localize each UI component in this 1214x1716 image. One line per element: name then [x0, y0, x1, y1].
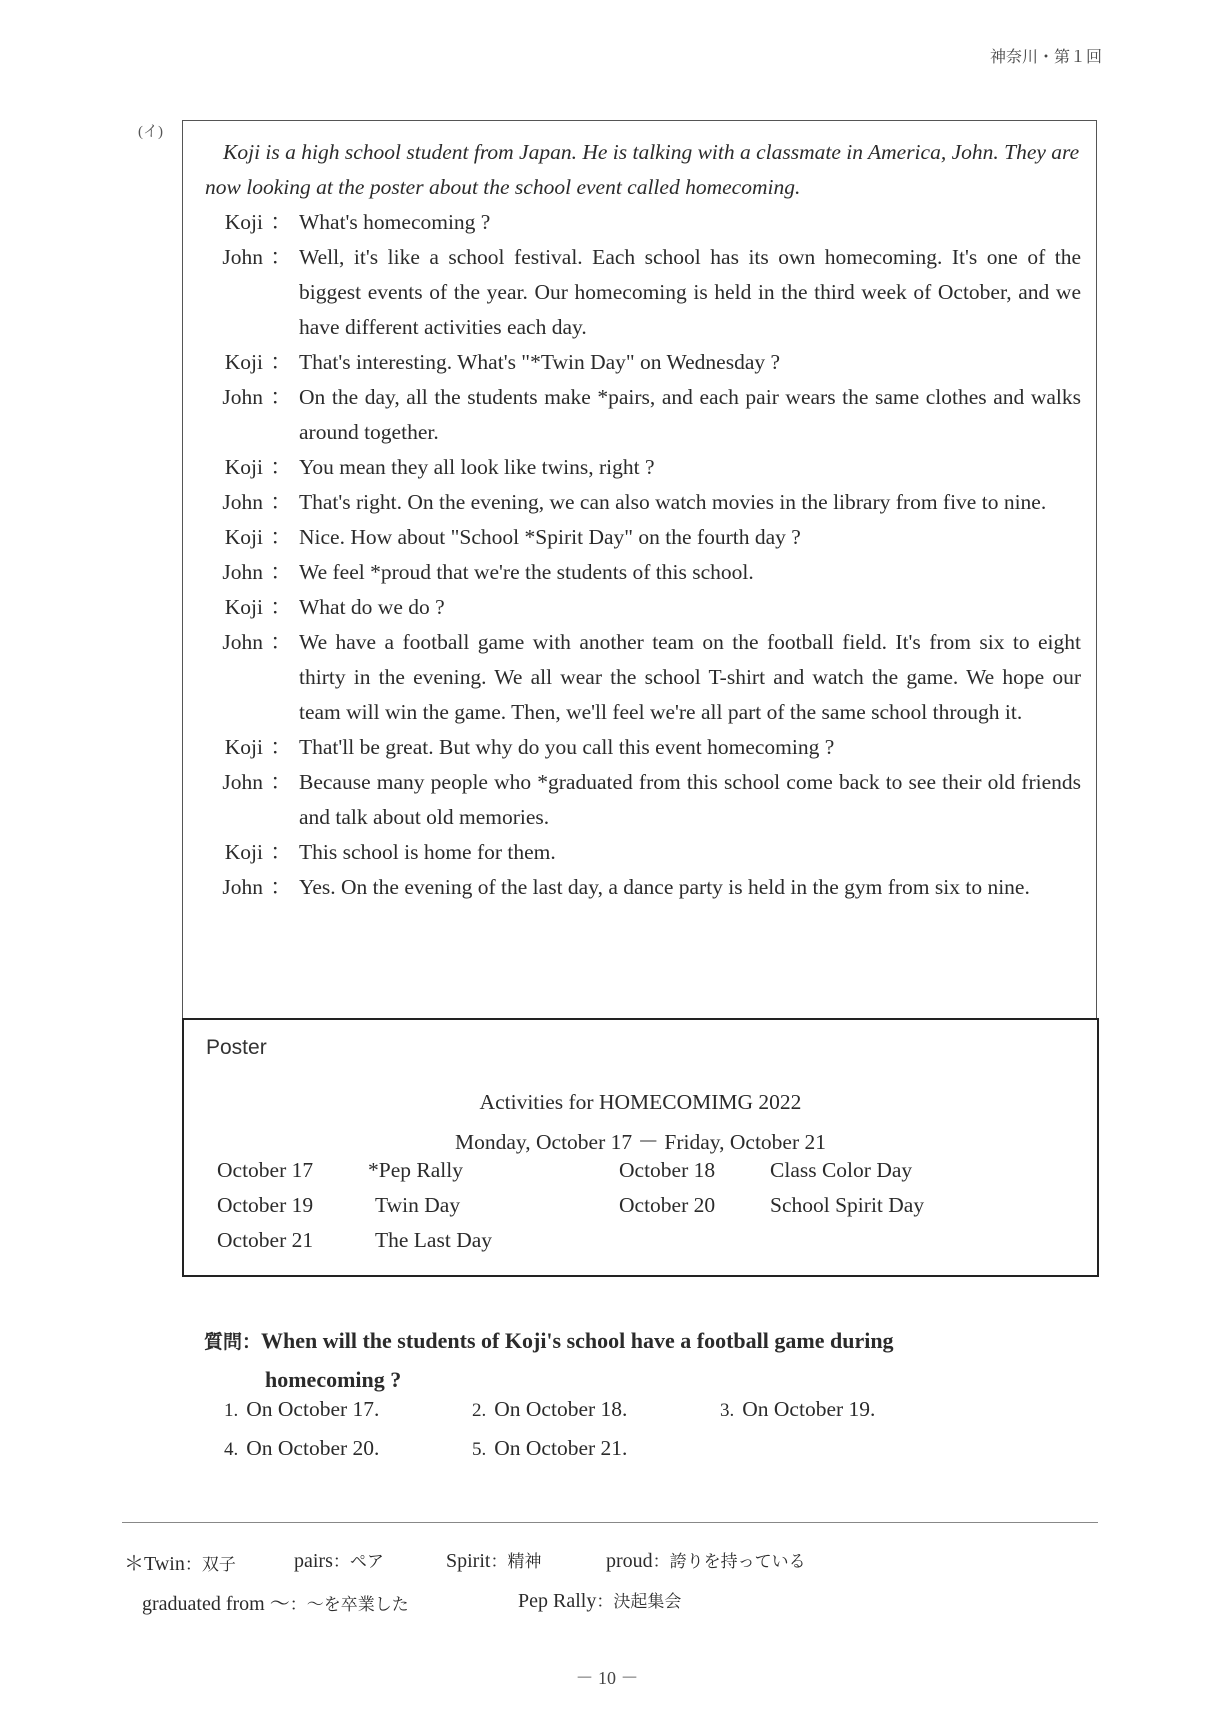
poster-title: Activities for HOMECOMIMG 2022	[479, 1090, 802, 1114]
speaker-colon: ：	[270, 840, 292, 864]
poster-box	[182, 1018, 1099, 1277]
glossary-separator: ：	[332, 1552, 350, 1572]
item-marker: (イ)	[138, 124, 163, 140]
speaker-name: Koji	[224, 525, 263, 549]
speaker-name: Koji	[224, 210, 263, 234]
schedule-event: *Pep Rally	[368, 1158, 463, 1182]
speaker-colon: ：	[270, 525, 292, 549]
speaker-colon: ：	[270, 630, 292, 654]
dialogue-lines	[183, 205, 1098, 905]
speaker-name: John	[222, 385, 263, 409]
glossary-separator: ：	[490, 1552, 508, 1572]
dialogue-line	[183, 240, 1098, 345]
option-number: 4.	[224, 1439, 239, 1460]
dialogue-line	[183, 870, 1098, 905]
glossary-term: Spirit	[446, 1550, 491, 1572]
answer-option[interactable]	[472, 1397, 627, 1422]
dialogue-text: That's interesting. What's "*Twin Day" on Wednesday ?	[299, 350, 781, 374]
dialogue-line	[183, 205, 1098, 240]
glossary-meaning: 双子	[201, 1555, 236, 1575]
option-text: On October 19.	[742, 1397, 876, 1421]
dialogue-line	[183, 765, 1098, 835]
schedule-date: October 17	[217, 1158, 314, 1182]
schedule-event: Twin Day	[375, 1193, 461, 1217]
answer-option[interactable]	[224, 1436, 379, 1461]
speaker-colon: ：	[270, 455, 292, 479]
dialogue-line	[183, 555, 1098, 590]
speaker-name: John	[222, 560, 263, 584]
dialogue-text: We have a football game with another team on the football field. It's from six to eight thirty in the evening. We all wear the school T-shirt and watch the game. We hope our team will win the game. Then, we'll feel we're all part of the same school through it.	[299, 630, 1081, 724]
speaker-name: Koji	[224, 350, 263, 374]
dialogue-text: This school is home for them.	[299, 840, 556, 864]
poster-dates: Monday, October 17 － Friday, October 21	[455, 1130, 826, 1154]
glossary-separator: ：	[652, 1552, 670, 1572]
glossary-term: pairs	[294, 1550, 333, 1572]
dialogue-line	[183, 590, 1098, 625]
glossary-item	[606, 1547, 806, 1573]
option-number: 1.	[224, 1400, 239, 1421]
schedule-event: Class Color Day	[770, 1158, 913, 1182]
glossary-item	[142, 1587, 409, 1616]
speaker-name: John	[222, 630, 263, 654]
page-number: － 10 －	[575, 1668, 639, 1688]
glossary-item	[124, 1547, 236, 1576]
schedule-date: October 19	[217, 1193, 314, 1217]
glossary-meaning: ペア	[349, 1552, 384, 1572]
speaker-colon: ：	[270, 875, 292, 899]
glossary-meaning: 決起集会	[613, 1592, 682, 1612]
intro-text: Koji is a high school student from Japan. He is talking with a classmate in America, John. They are now looking at the poster about the school event called homecoming.	[205, 140, 1080, 199]
option-number: 5.	[472, 1439, 487, 1460]
speaker-colon: ：	[270, 560, 292, 584]
footnote-divider	[122, 1522, 1098, 1523]
speaker-colon: ：	[270, 245, 292, 269]
dialogue-text: You mean they all look like twins, right ?	[299, 455, 655, 479]
option-text: On October 18.	[494, 1397, 628, 1421]
option-text: On October 21.	[494, 1436, 628, 1460]
speaker-name: Koji	[224, 735, 263, 759]
option-text: On October 17.	[246, 1397, 380, 1421]
speaker-colon: ：	[270, 735, 292, 759]
question	[204, 1322, 1064, 1398]
glossary-separator: ：	[289, 1595, 307, 1615]
schedule-date: October 20	[619, 1193, 716, 1217]
dialogue-text: Nice. How about "School *Spirit Day" on the fourth day ?	[299, 525, 801, 549]
dialogue-text: What do we do ?	[299, 595, 445, 619]
dialogue-line	[183, 835, 1098, 870]
schedule-event: The Last Day	[375, 1228, 493, 1252]
dialogue-text: We feel *proud that we're the students of this school.	[299, 560, 754, 584]
speaker-colon: ：	[270, 350, 292, 374]
answer-option[interactable]	[720, 1397, 875, 1422]
glossary-term: graduated from ～	[142, 1593, 290, 1615]
dialogue-line	[183, 380, 1098, 450]
dialogue-text: What's homecoming ?	[299, 210, 491, 234]
question-line1: When will the students of Koji's school have a football game during	[261, 1328, 894, 1353]
speaker-name: John	[222, 875, 263, 899]
glossary-separator: ：	[596, 1592, 614, 1612]
question-line2: homecoming ?	[265, 1367, 402, 1392]
glossary-meaning: 精神	[507, 1552, 542, 1572]
speaker-name: Koji	[224, 840, 263, 864]
option-number: 2.	[472, 1400, 487, 1421]
glossary-separator: ：	[184, 1555, 202, 1575]
dialogue-line	[183, 730, 1098, 765]
dialogue-text: Because many people who *graduated from this school come back to see their old friends and talk about old memories.	[299, 770, 1081, 829]
speaker-colon: ：	[270, 490, 292, 514]
glossary-item	[446, 1547, 541, 1573]
poster-label: Poster	[206, 1036, 267, 1059]
speaker-name: Koji	[224, 455, 263, 479]
option-number: 3.	[720, 1400, 735, 1421]
answer-option[interactable]	[472, 1436, 627, 1461]
glossary-meaning: 誇りを持っている	[669, 1552, 806, 1572]
dialogue-line	[183, 485, 1098, 520]
schedule-date: October 21	[217, 1228, 314, 1252]
speaker-name: Koji	[224, 595, 263, 619]
speaker-colon: ：	[270, 385, 292, 409]
schedule-date: October 18	[619, 1158, 716, 1182]
dialogue-line	[183, 520, 1098, 555]
answer-option[interactable]	[224, 1397, 379, 1422]
schedule-event: School Spirit Day	[770, 1193, 925, 1217]
speaker-name: John	[222, 245, 263, 269]
speaker-colon: ：	[270, 210, 292, 234]
glossary-item	[518, 1587, 681, 1613]
glossary-item	[294, 1547, 384, 1573]
glossary-term: ＊Twin	[124, 1553, 185, 1575]
dialogue-text: Well, it's like a school festival. Each school has its own homecoming. It's one of the biggest events of the year. Our homecoming is held in the third week of October, and we have different activities each day.	[299, 245, 1081, 339]
dialogue-text: Yes. On the evening of the last day, a dance party is held in the gym from six to nine.	[299, 875, 1030, 899]
prefecture-header: 神奈川・第１回	[989, 47, 1102, 66]
dialogue-text: That's right. On the evening, we can also watch movies in the library from five to nine.	[299, 490, 1047, 514]
dialogue-text: On the day, all the students make *pairs, and each pair wears the same clothes and walks around together.	[299, 385, 1081, 444]
speaker-colon: ：	[270, 595, 292, 619]
speaker-name: John	[222, 770, 263, 794]
dialogue-line	[183, 625, 1098, 730]
dialogue-text: That'll be great. But why do you call this event homecoming ?	[299, 735, 835, 759]
glossary-meaning: ～を卒業した	[306, 1595, 409, 1615]
speaker-colon: ：	[270, 770, 292, 794]
speaker-name: John	[222, 490, 263, 514]
dialogue-line	[183, 450, 1098, 485]
glossary-term: Pep Rally	[518, 1590, 597, 1612]
dialogue-line	[183, 345, 1098, 380]
option-text: On October 20.	[246, 1436, 380, 1460]
dialogue-box	[182, 120, 1097, 1018]
question-prefix: 質問：	[204, 1331, 262, 1353]
glossary-term: proud	[606, 1550, 653, 1572]
